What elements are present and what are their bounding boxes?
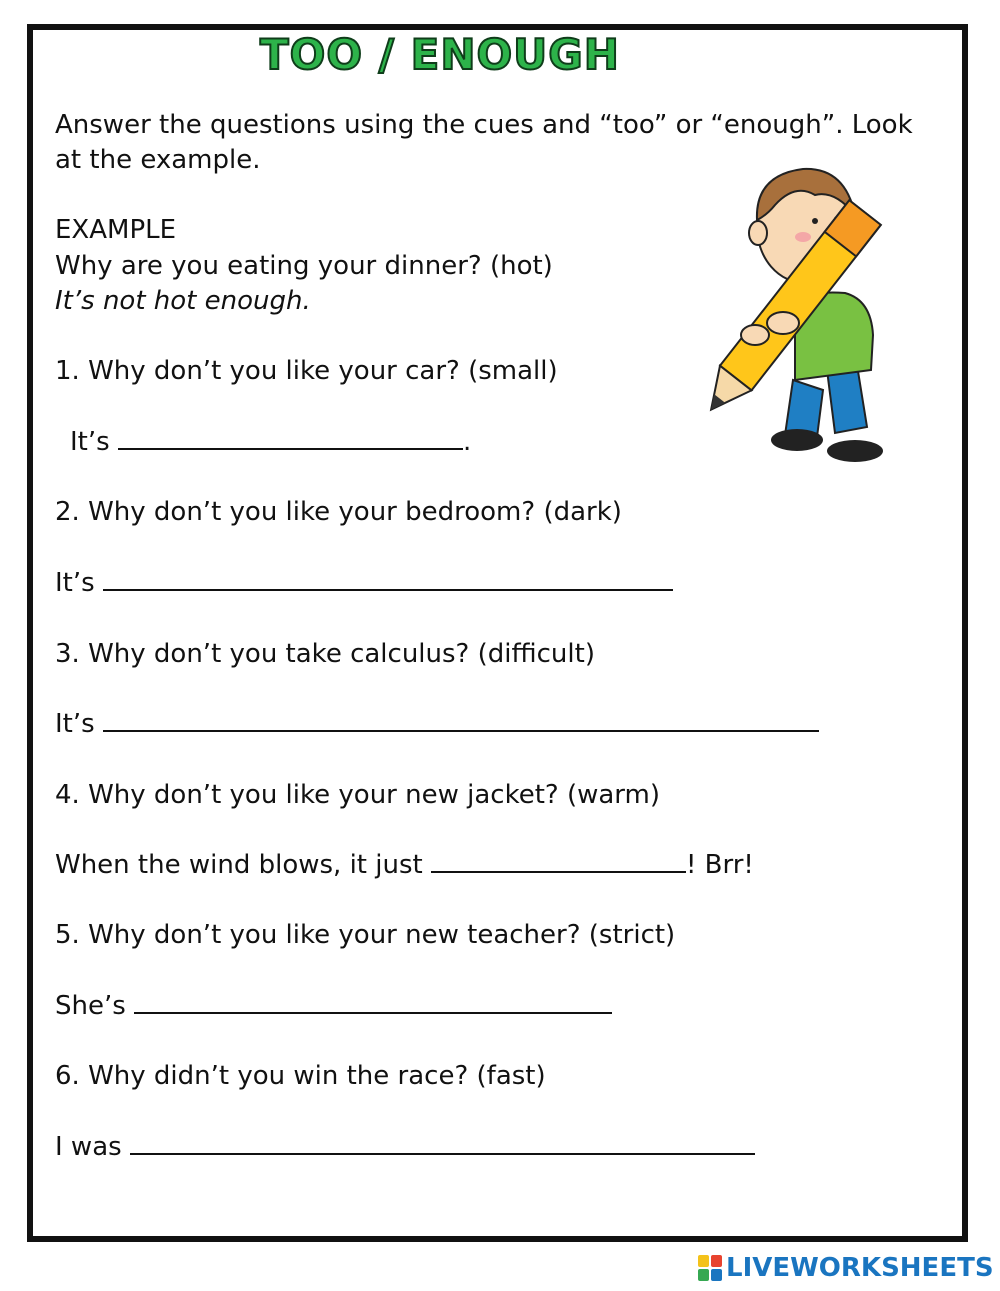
question-4: 4. Why don’t you like your new jacket? (warm) [55, 780, 661, 810]
answer-suffix: . [462, 427, 472, 457]
answer-blank-3[interactable] [103, 708, 819, 732]
example-question: Why are you eating your dinner? (hot) [55, 251, 553, 281]
example-answer: It’s not hot enough. [55, 286, 311, 316]
answer-prefix: It’s [55, 709, 95, 739]
answer-prefix: She’s [55, 991, 126, 1021]
question-6: 6. Why didn’t you win the race? (fast) [55, 1061, 546, 1091]
answer-blank-4[interactable] [431, 849, 686, 873]
answer-row-5 [55, 989, 612, 1023]
answer-row-1 [70, 425, 471, 459]
brand-name: LIVEWORKSHEETS [726, 1253, 994, 1283]
answer-row-2 [55, 566, 673, 600]
answer-prefix: It’s [55, 568, 95, 598]
answer-blank-2[interactable] [103, 567, 673, 591]
answer-row-4 [55, 848, 754, 882]
answer-row-3 [55, 707, 819, 741]
answer-blank-1[interactable] [118, 426, 463, 450]
instructions-line-1: Answer the questions using the cues and “too” or “enough”. Look [55, 110, 913, 140]
question-2: 2. Why don’t you like your bedroom? (dark) [55, 497, 622, 527]
question-5: 5. Why don’t you like your new teacher? (strict) [55, 920, 676, 950]
question-1: 1. Why don’t you like your car? (small) [55, 356, 558, 386]
answer-prefix: I was [55, 1132, 122, 1162]
answer-prefix: It’s [70, 427, 110, 457]
worksheet-title: TOO / ENOUGH [260, 30, 620, 79]
answer-row-6 [55, 1130, 755, 1164]
question-3: 3. Why don’t you take calculus? (difficult) [55, 639, 595, 669]
answer-prefix: When the wind blows, it just [55, 850, 423, 880]
liveworksheets-logo[interactable] [698, 1252, 994, 1284]
answer-blank-5[interactable] [134, 990, 612, 1014]
answer-suffix: ! Brr! [685, 850, 754, 880]
answer-blank-6[interactable] [130, 1131, 755, 1155]
boy-with-pencil-illustration [685, 165, 895, 475]
logo-icon [698, 1255, 722, 1281]
example-label: EXAMPLE [55, 215, 177, 245]
instructions-line-2: at the example. [55, 145, 261, 175]
